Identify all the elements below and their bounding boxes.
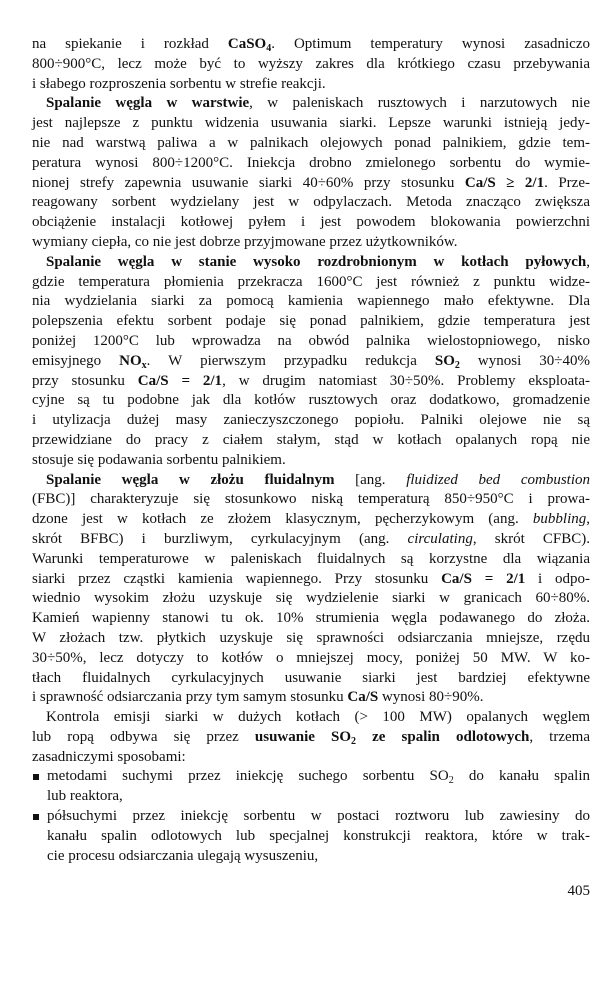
text-line — [32, 332, 590, 352]
italic-text: circulating — [407, 530, 473, 547]
text-run: przy stosunku — [32, 372, 138, 389]
text-run: . W pierwszym przypadku redukcja — [146, 352, 435, 369]
text-line — [32, 372, 590, 392]
text-line — [32, 807, 590, 827]
subscript: 2 — [351, 735, 357, 747]
text-run: , — [586, 253, 590, 270]
text-line — [32, 114, 590, 134]
text-run: cie procesu odsiarczania ulegają wysuszeniu, — [47, 847, 319, 864]
text-line — [32, 253, 590, 273]
text-run: i utylizacja dużej masy zanieczyszczonego popiołu. Palniki olejowe nie są — [32, 412, 590, 429]
bold-text: Spalanie węgla w złożu fluidalnym — [46, 471, 335, 488]
text-line — [32, 847, 590, 867]
text-run: na spiekanie i rozkład — [32, 36, 228, 52]
bullet-item — [32, 807, 590, 866]
text-run: i sprawność odsiarczania przy tym samym stosunku — [32, 689, 348, 706]
text-line — [32, 391, 590, 411]
bold-text: usuwanie SO — [254, 728, 352, 745]
text-line — [32, 589, 590, 609]
text-line — [32, 451, 590, 471]
text-run: , skrót CFBC). — [472, 530, 590, 547]
text-line — [32, 787, 590, 807]
text-line — [32, 213, 590, 233]
text-run: metodami suchymi przez iniekcję suchego sorbentu — [47, 768, 430, 785]
text-run: i słabego rozproszenia sorbentu w strefie reakcji. — [32, 75, 326, 92]
subscript: 4 — [266, 43, 272, 54]
text-line — [32, 174, 590, 194]
text-run: . Optimum temperatury wynosi zasadniczo — [271, 36, 590, 52]
text-run: półsuchymi przez iniekcję sorbentu w postaci roztworu lub zawiesiny do — [47, 808, 590, 825]
text-run: poniżej 1200°C lub wprowadza na obwód palnika wielostopniowego, nisko — [32, 332, 590, 349]
text-run: jest najlepsze z punktu widzenia usuwania siarki. Lepsze warunki istnieją jedy- — [32, 115, 590, 132]
text-run: polepszenia efektu sorbent podaje się ponad palnikiem, gdzie temperatura jest — [32, 313, 590, 330]
text-line — [32, 490, 590, 510]
text-line — [32, 510, 590, 530]
text-line — [32, 233, 590, 253]
text-run: do kanału spalin — [453, 768, 590, 785]
text-line — [32, 688, 590, 708]
text-line — [32, 649, 590, 669]
text-run: Kontrola emisji siarki w dużych kotłach (> 100 MW) opalanych węglem — [46, 709, 590, 726]
text-line — [32, 431, 590, 451]
bullet-square-icon — [33, 774, 39, 780]
text-run: przewidziane do pracy z ciałem stałym, stąd w kotłach opalanych ropą nie — [32, 431, 590, 448]
bullet-square-icon — [33, 814, 39, 820]
text-run: wiednio wysokim złożu uzyskuje się wydzielenie siarki w granicach 60÷80%. — [32, 590, 590, 607]
text-line — [32, 827, 590, 847]
bold-text: NO — [119, 352, 142, 369]
text-line — [32, 134, 590, 154]
page-number: 405 — [567, 883, 590, 899]
text-line — [32, 193, 590, 213]
text-line — [32, 273, 590, 293]
subscript: 2 — [448, 775, 454, 787]
text-line — [32, 55, 590, 75]
text-line — [32, 292, 590, 312]
text-line — [32, 550, 590, 570]
paragraph — [32, 253, 590, 471]
text-run: obciążenie instalacji kotłowej pyłem i jest powodem blokowania powierzchni — [32, 214, 590, 231]
bold-text: Ca/S ≥ 2/1 — [464, 174, 545, 191]
bullet-item — [32, 767, 590, 807]
text-run: , trzema — [529, 728, 590, 745]
subscript: 2 — [454, 359, 460, 371]
text-line — [32, 728, 590, 748]
text-line — [32, 530, 590, 550]
paragraph — [32, 708, 590, 767]
text-run: gdzie temperatura płomienia przekracza 1600°C jest również z punktu widze- — [32, 273, 590, 290]
paragraph — [32, 94, 590, 252]
italic-text: bubbling — [532, 511, 587, 528]
bold-text: ze spalin odlotowych — [356, 728, 530, 745]
bold-text: CaSO — [227, 36, 267, 52]
text-run: [ang. — [334, 471, 407, 488]
text-line — [32, 94, 590, 114]
text-run: , w drugim natomiast 30÷50%. Problemy eksploata- — [222, 372, 590, 389]
text-run: siarki przez cząstki kamienia wapiennego. Przy stosunku — [32, 570, 442, 587]
text-run: lub reaktora, — [47, 788, 123, 805]
text-run: emisyjnego — [32, 352, 120, 369]
text-run: . Prze- — [544, 174, 590, 191]
text-run: i odpo- — [525, 570, 590, 587]
italic-text: fluidized bed combustion — [406, 471, 590, 488]
paragraph — [32, 471, 590, 709]
text-run: (FBC)] charakteryzuje się stosunkowo niską temperaturą 850÷950°C i prowa- — [32, 491, 590, 508]
text-run: Warunki temperaturowe w paleniskach fluidalnych są korzystne dla wiązania — [32, 550, 590, 567]
text-run: cyjne są tu podobne jak dla kotłów rusztowych oraz dodatkowo, gromadzenie — [32, 392, 590, 409]
text-run: tłach fluidalnych cyrkulacyjnych usuwanie siarki jest bardziej efektywne — [32, 669, 590, 686]
paragraph — [32, 35, 590, 94]
text-line — [32, 35, 590, 55]
text-run: skrót BFBC) i burzliwym, cyrkulacyjnym (ang. — [32, 530, 408, 547]
text-run: nionej strefy zapewnia usuwanie siarki 40÷60% przy stosunku — [32, 174, 465, 191]
text-line — [32, 352, 590, 372]
text-run: wymiany ciepła, co nie jest dobrze przyjmowane przez użytkowników. — [32, 233, 458, 250]
text-run: Kamień wapienny stanowi tu ok. 10% strumienia węgla podawanego do złoża. — [32, 610, 590, 627]
text-run: stosuje się podawania sorbentu palnikiem. — [32, 451, 286, 468]
bold-text: Ca/S = 2/1 — [441, 570, 526, 587]
text-line — [32, 609, 590, 629]
text-line — [32, 75, 590, 95]
text-line — [32, 629, 590, 649]
text-run: wynosi 30÷40% — [459, 352, 590, 369]
text-line — [32, 669, 590, 689]
text-line — [32, 748, 590, 768]
text-run: 30÷50%, lecz dotyczy to kotłów o mniejszej mocy, poniżej 50 MW. W ko- — [32, 649, 590, 666]
text-line — [32, 411, 590, 431]
text-run: wynosi 80÷90%. — [378, 689, 484, 706]
document-body — [32, 35, 590, 866]
text-line — [32, 471, 590, 491]
text-line — [32, 767, 590, 787]
text-line — [32, 570, 590, 590]
text-line — [32, 708, 590, 728]
text-run: 800÷900°C, lecz może być to wyższy zakres dla krótkiego czasu przebywania — [32, 55, 590, 72]
text-line — [32, 312, 590, 332]
bold-text: Spalanie węgla w stanie wysoko rozdrobnionym w kotłach pyłowych — [46, 253, 587, 270]
text-run: peratura wynosi 800÷1200°C. Iniekcja drobno zmielonego sorbentu do wymie- — [32, 154, 590, 171]
text-run: kanału spalin odlotowych lub specjalnej konstrukcji reaktora, które w trak- — [47, 827, 590, 844]
text-run: dzone jest w kotłach ze złożem klasycznym, pęcherzykowym (ang. — [32, 511, 533, 528]
text-run: lub ropą odbywa się przez — [32, 728, 255, 745]
bold-text: SO — [434, 352, 455, 369]
text-run: W złożach tzw. płytkich uzyskuje się sprawności odsiarczania mniejsze, rzędu — [32, 629, 590, 646]
text-run: reagowany sorbent wydzielany jest w odpylaczach. Metoda znacząco zwiększa — [32, 194, 590, 211]
bold-text: Ca/S — [347, 689, 379, 706]
text-run: SO — [429, 768, 449, 785]
subscript: x — [141, 359, 147, 371]
bold-text: Ca/S = 2/1 — [137, 372, 223, 389]
text-run: , w paleniskach rusztowych i narzutowych nie — [249, 95, 590, 112]
text-run: zasadniczymi sposobami: — [32, 748, 186, 765]
text-run: nia wydzielania siarki za pomocą kamienia wapiennego mało efektywne. Dla — [32, 293, 590, 310]
text-run: , — [586, 511, 590, 528]
text-line — [32, 154, 590, 174]
text-run: nie nad warstwą paliwa a w palnikach olejowych ponad palnikiem, gdzie tem- — [32, 134, 590, 151]
bold-text: Spalanie węgla w warstwie — [46, 95, 250, 112]
